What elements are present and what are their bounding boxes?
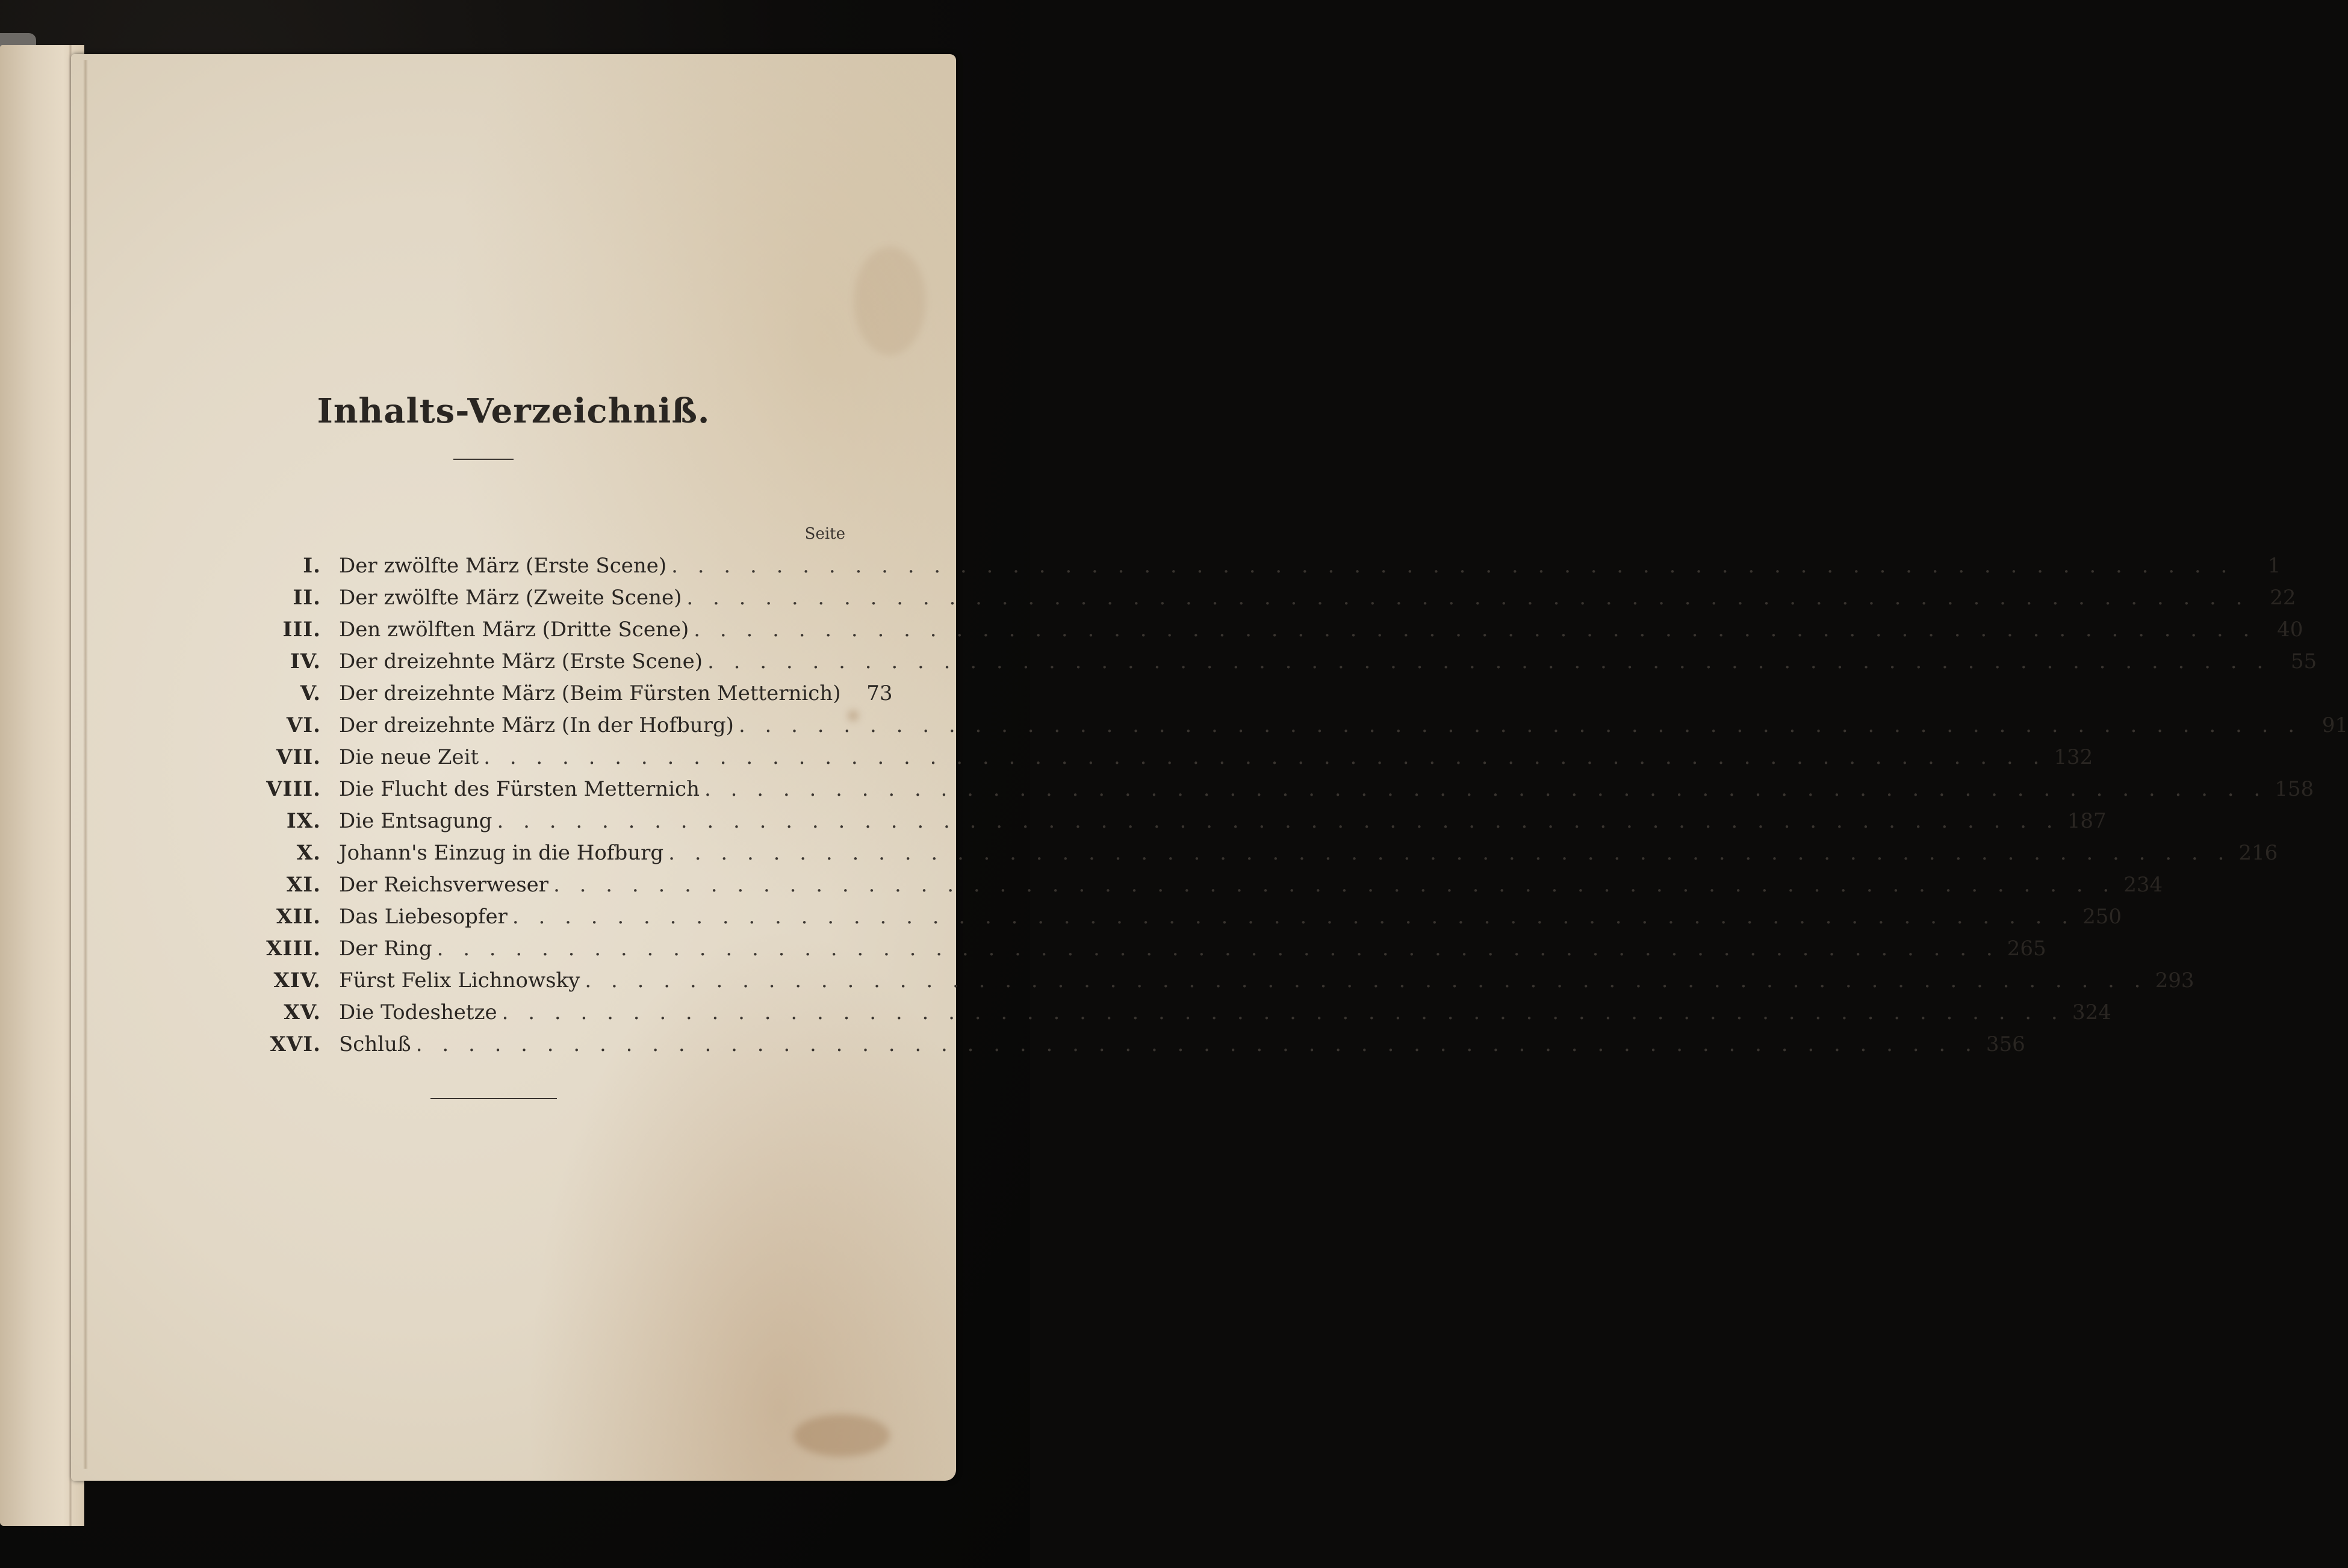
book-page — [71, 54, 2348, 1481]
dot-leader: . . . . . . . . . . . . . . . . . . . . . . . . . . . . . . . . . . . . . . . . . . . . . . . . . . . . . . . . . . . . — [738, 713, 2302, 737]
dot-leader: . . . . . . . . . . . . . . . . . . . . . . . . . . . . . . . . . . . . . . . . . . . . . . . . . . . . . . . . . . . . — [668, 841, 2231, 865]
dot-leader: . . . . . . . . . . . . . . . . . . . . . . . . . . . . . . . . . . . . . . . . . . . . . . . . . . . . . . . . . . . . — [671, 554, 2234, 578]
chapter-number: XIII. — [266, 937, 321, 961]
chapter-title: Das Liebesopfer — [339, 905, 508, 929]
toc-entry — [179, 586, 2296, 618]
dot-leader: . . . . . . . . . . . . . . . . . . . . . . . . . . . . . . . . . . . . . . . . . . . . . . . . . . . . . . . . . . . . — [512, 905, 2075, 929]
dot-leader: . . . . . . . . . . . . . . . . . . . . . . . . . . . . . . . . . . . . . . . . . . . . . . . . . . . . . . . . . . . . — [686, 586, 2249, 610]
dot-leader: . . . . . . . . . . . . . . . . . . . . . . . . . . . . . . . . . . . . . . . . . . . . . . . . . . . . . . . . . . . . — [704, 777, 2267, 801]
chapter-page-number: 132 — [2054, 745, 2093, 769]
chapter-title: Der dreizehnte März (In der Hofburg) — [339, 713, 734, 737]
chapter-number: XV. — [284, 1000, 321, 1024]
chapter-page-number: 234 — [2123, 873, 2163, 897]
dot-leader: . . . . . . . . . . . . . . . . . . . . . . . . . . . . . . . . . . . . . . . . . . . . . . . . . . . . . . . . . . . . — [436, 937, 1999, 961]
dot-leader: . . . . . . . . . . . . . . . . . . . . . . . . . . . . . . . . . . . . . . . . . . . . . . . . . . . . . . . . . . . . — [502, 1000, 2064, 1024]
toc-entry — [179, 777, 2314, 809]
chapter-number: IV. — [290, 649, 321, 674]
toc-entry — [179, 618, 2303, 649]
chapter-number: V. — [300, 681, 321, 705]
toc-entry — [179, 1032, 2025, 1064]
chapter-title: Der dreizehnte März (Erste Scene) — [339, 649, 703, 674]
chapter-number: XVI. — [270, 1032, 321, 1056]
dot-leader: . . . . . . . . . . . . . . . . . . . . . . . . . . . . . . . . . . . . . . . . . . . . . . . . . . . . . . . . . . . . — [497, 809, 2060, 833]
toc-entry — [179, 873, 2163, 905]
chapter-page-number: 324 — [2072, 1000, 2111, 1024]
chapter-title: Der Reichsverweser — [339, 873, 549, 897]
chapter-title: Der Ring — [339, 937, 432, 961]
chapter-page-number: 187 — [2067, 809, 2107, 833]
chapter-title: Die neue Zeit — [339, 745, 479, 769]
dot-leader: . . . . . . . . . . . . . . . . . . . . . . . . . . . . . . . . . . . . . . . . . . . . . . . . . . . . . . . . . . . . — [585, 968, 2148, 993]
chapter-page-number: 158 — [2275, 777, 2314, 801]
dot-leader: . . . . . . . . . . . . . . . . . . . . . . . . . . . . . . . . . . . . . . . . . . . . . . . . . . . . . . . . . . . . — [694, 618, 2256, 642]
chapter-number: XI. — [286, 873, 321, 897]
toc-entry — [179, 841, 2278, 873]
toc-entry — [179, 713, 2348, 745]
dot-leader: . . . . . . . . . . . . . . . . . . . . . . . . . . . . . . . . . . . . . . . . . . . . . . . . . . . . . . . . . . . . — [415, 1032, 1978, 1056]
chapter-title: Den zwölften März (Dritte Scene) — [339, 618, 689, 642]
page-gutter — [83, 60, 88, 1469]
chapter-number: IX. — [286, 809, 321, 833]
toc-entry — [179, 937, 2046, 968]
chapter-page-number: 22 — [2270, 586, 2296, 610]
chapter-page-number: 73 — [866, 681, 893, 705]
toc-entry — [179, 809, 2107, 841]
toc-entry — [179, 681, 893, 713]
heading-rule — [453, 459, 514, 460]
chapter-number: I. — [303, 554, 321, 578]
water-stain — [794, 1415, 890, 1457]
dot-leader: . . . . . . . . . . . . . . . . . . . . . . . . . . . . . . . . . . . . . . . . . . . . . . . . . . . . . . . . . . . . — [707, 649, 2270, 674]
chapter-number: II. — [293, 586, 321, 610]
chapter-number: VII. — [276, 745, 321, 769]
chapter-title: Fürst Felix Lichnowsky — [339, 968, 580, 993]
chapter-page-number: 1 — [2267, 554, 2281, 578]
toc-entry — [179, 905, 2122, 937]
chapter-page-number: 55 — [2290, 649, 2317, 674]
chapter-page-number: 356 — [1986, 1032, 2025, 1056]
toc-heading: Inhalts-Verzeichniß. — [317, 391, 710, 431]
chapter-number: XII. — [276, 905, 321, 929]
chapter-number: X. — [296, 841, 321, 865]
toc-entry — [179, 649, 2317, 681]
toc-entry — [179, 554, 2281, 586]
chapter-page-number: 293 — [2155, 968, 2194, 993]
chapter-number: XIV. — [273, 968, 321, 993]
chapter-page-number: 40 — [2277, 618, 2303, 642]
chapter-title: Der dreizehnte März (Beim Fürsten Metternich) — [339, 681, 841, 705]
toc-entry — [179, 968, 2194, 1000]
toc-entry — [179, 1000, 2111, 1032]
toc-entry — [179, 745, 2093, 777]
dot-leader: . . . . . . . . . . . . . . . . . . . . . . . . . . . . . . . . . . . . . . . . . . . . . . . . . . . . . . . . . . . . — [553, 873, 2116, 897]
chapter-page-number: 250 — [2082, 905, 2122, 929]
footer-rule — [430, 1098, 557, 1099]
chapter-title: Johann's Einzug in die Hofburg — [339, 841, 664, 865]
chapter-number: III. — [282, 618, 321, 642]
chapter-page-number: 91 — [2322, 713, 2348, 737]
chapter-number: VI. — [286, 713, 321, 737]
chapter-page-number: 216 — [2238, 841, 2278, 865]
chapter-title: Die Flucht des Fürsten Metternich — [339, 777, 700, 801]
chapter-page-number: 265 — [2007, 937, 2046, 961]
chapter-title: Schluß — [339, 1032, 411, 1056]
water-stain-top — [854, 247, 926, 355]
table-of-contents — [179, 554, 2348, 1064]
page-column-label: Seite — [804, 525, 845, 543]
dot-leader: . . . . . . . . . . . . . . . . . . . . . . . . . . . . . . . . . . . . . . . . . . . . . . . . . . . . . . . . . . . . — [483, 745, 2046, 769]
chapter-number: VIII. — [266, 777, 321, 801]
chapter-title: Die Todeshetze — [339, 1000, 497, 1024]
chapter-title: Der zwölfte März (Zweite Scene) — [339, 586, 682, 610]
chapter-title: Die Entsagung — [339, 809, 492, 833]
chapter-title: Der zwölfte März (Erste Scene) — [339, 554, 667, 578]
